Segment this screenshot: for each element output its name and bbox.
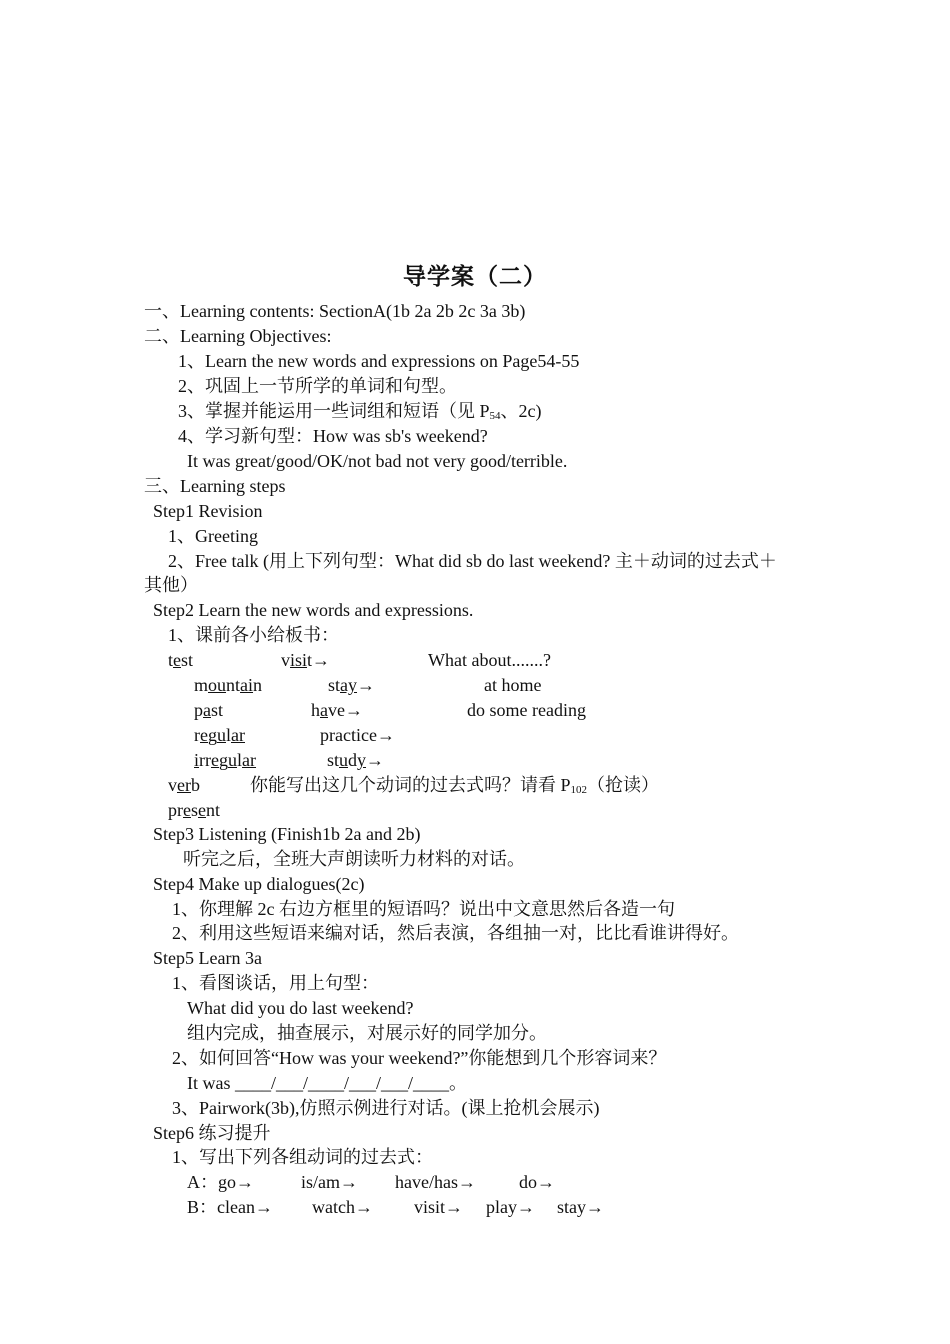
step6-heading: Step6 练习提升 [153, 1123, 271, 1143]
row-b-clean: B：clean→ [187, 1197, 273, 1217]
word-mountain: mountain [194, 675, 263, 695]
step1-free-talk: 2、Free talk (用上下列句型：What did sb do last weekend? 主＋动词的过去式＋ [168, 551, 777, 571]
word-have: have→ [311, 700, 363, 720]
page-subscript: 54 [489, 410, 501, 422]
objective-4-answer: It was great/good/OK/not bad not very good/terrible. [187, 451, 568, 471]
objective-2: 2、巩固上一节所学的单词和句型。 [178, 376, 457, 396]
step1-free-talk-cont: 其他） [144, 575, 198, 595]
row-a-do: do→ [519, 1172, 555, 1192]
step4-heading: Step4 Make up dialogues(2c) [153, 874, 365, 894]
row-a-is-am: is/am→ [301, 1172, 358, 1192]
step5-group-note: 组内完成，抽查展示，对展示好的同学加分。 [187, 1023, 547, 1043]
word-present: present [168, 800, 221, 820]
step1-heading: Step1 Revision [153, 501, 263, 521]
word-study: study→ [327, 750, 385, 770]
phrase-at-home: at home [484, 675, 542, 695]
objective-3-tail: 、2c) [500, 401, 542, 421]
learning-steps-heading: 三、Learning steps [144, 476, 286, 496]
step5-item-2: 2、如何回答“How was your weekend?”你能想到几个形容词来？ [172, 1048, 667, 1068]
step2-board: 1、课前各小给板书： [168, 625, 339, 645]
step3-heading: Step3 Listening (Finish1b 2a and 2b) [153, 824, 421, 844]
phrase-what-about: What about.......? [428, 650, 551, 670]
phrase-do-some-reading: do some reading [467, 700, 586, 720]
step4-item-1: 1、你理解 2c 右边方框里的短语吗？说出中文意思然后各造一句 [172, 899, 675, 919]
word-visit: visit→ [281, 650, 331, 670]
word-regular: regular [194, 725, 245, 745]
row-a-have-has: have/has→ [395, 1172, 476, 1192]
step5-blanks: It was ____/___/____/___/___/____。 [187, 1073, 467, 1093]
objective-3 [178, 400, 542, 422]
step5-item-3: 3、Pairwork(3b),仿照示例进行对话。(课上抢机会展示) [172, 1098, 600, 1118]
learning-contents: 一、Learning contents: SectionA(1b 2a 2b 2c 3a 3b) [144, 301, 526, 321]
word-irregular: irregular [194, 750, 257, 770]
row-b-visit: visit→ [414, 1197, 464, 1217]
page-title: 导学案（二） [403, 264, 547, 290]
step5-heading: Step5 Learn 3a [153, 948, 262, 968]
step3-note: 听完之后，全班大声朗读听力材料的对话。 [183, 849, 525, 869]
step5-item-1: 1、看图谈话，用上句型： [172, 973, 379, 993]
row-a-go: A：go→ [187, 1172, 254, 1192]
word-past: past [194, 700, 224, 720]
step6-item-1: 1、写出下列各组动词的过去式： [172, 1147, 433, 1167]
verb-past-tense-note: 你能写出这几个动词的过去式吗？请看 $P_{102}$（抢读） [250, 775, 660, 796]
step1-greeting: 1、Greeting [168, 526, 258, 546]
page-subscript: 102 [570, 784, 588, 796]
learning-objectives-heading: 二、Learning Objectives: [144, 326, 332, 346]
objective-3-text: 3、掌握并能运用一些词组和短语（见 P [178, 401, 490, 421]
word-stay: stay→ [328, 675, 376, 695]
step5-question: What did you do last weekend? [187, 998, 414, 1018]
row-b-stay: stay→ [557, 1197, 604, 1217]
objective-4: 4、学习新句型：How was sb's weekend? [178, 426, 488, 446]
word-test: test [168, 650, 194, 670]
row-b-play: play→ [486, 1197, 535, 1217]
objective-1: 1、Learn the new words and expressions on Page54-55 [178, 351, 580, 371]
word-practice: practice→ [320, 725, 395, 745]
step2-heading: Step2 Learn the new words and expressions. [153, 600, 474, 620]
step4-item-2: 2、利用这些短语来编对话，然后表演，各组抽一对，比比看谁讲得好。 [172, 923, 739, 943]
row-b-watch: watch→ [312, 1197, 373, 1217]
word-verb: verb [168, 775, 200, 795]
